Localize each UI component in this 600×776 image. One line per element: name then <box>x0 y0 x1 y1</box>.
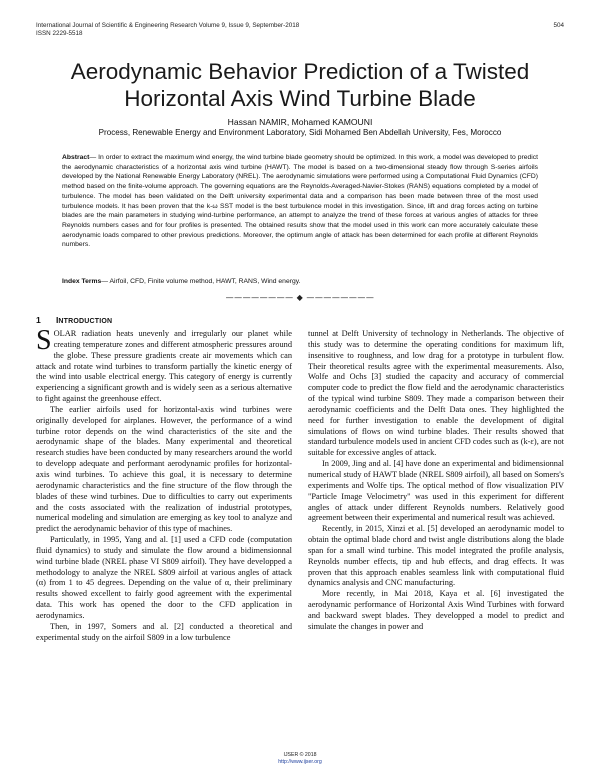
section-separator: ———————— ◆ ———————— <box>225 292 375 302</box>
first-word: OLAR <box>53 329 77 338</box>
page-footer <box>200 752 400 765</box>
index-terms-text: — Airfoil, CFD, Finite volume method, HAWT, RANS, Wind energy. <box>101 278 301 285</box>
drop-cap: S <box>36 325 52 356</box>
paragraph: Then, in 1997, Somers and al. [2] conducted a theoretical and experimental study on the airfoil S809 in a low turbulence <box>36 621 292 642</box>
abstract-label: Abstract <box>62 154 90 161</box>
paragraph-text: radiation heats unevenly and irregularly our planet while creating temperature zones and different atmospheric pressures around the globe. These pressure gradients create air movements which can attack and rotate wind turbines to transform partially the kinetic energy of the wind into usable electrical energy. This category of energy is currently experiencing a significant growth and is widely seen as a serious alternative to fight against the greenhouse effect. <box>36 329 292 404</box>
paragraph: In 2009, Jing and al. [4] have done an experimental and bidimensionnal numerical study of HAWT blade (NREL S809 airfoil), all based on Somers's experiments and Wolfe tips. The optical method of flow visualization PIV "Particle Image Velocimetry" was used in this experiment for different angles of attack under different Reynolds numbers. Relatively good agreement between their experimental and numerical result was achieved. <box>308 459 564 523</box>
paragraph: Recently, in 2015, Xinzi et al. [5] developed an aerodynamic model to obtain the optimal blade chord and twist angle distributions along the blade span for a small wind turbine. This model integrated the profile analysis, Reynolds number effects, tip and hub effects, and drag effects. It was proven that this approach enables seamless link with computational fluid dynamics analysis and CNC manufacturing. <box>308 524 564 588</box>
paper-title: Aerodynamic Behavior Prediction of a Twisted Horizontal Axis Wind Turbine Blade <box>70 59 530 111</box>
journal-line: International Journal of Scientific & Engineering Research Volume 9, Issue 9, September-2018 <box>36 22 300 29</box>
journal-issn: ISSN 2229-5518 <box>36 30 83 37</box>
footer-copyright: IJSER © 2018 <box>283 752 317 758</box>
section-number: 1 <box>36 315 41 325</box>
abstract <box>62 153 538 250</box>
paper-authors: Hassan NAMIR, Mohamed KAMOUNI <box>227 117 373 127</box>
section-title-initial: I <box>56 315 59 325</box>
paragraph <box>36 325 292 405</box>
index-terms-label: Index Terms <box>62 278 102 285</box>
journal-header <box>36 22 456 38</box>
paragraph: The earlier airfoils used for horizontal-axis wind turbines were originally developed for airplanes. However, the performance of a wind turbine rotor depends on the wind characteristics of the site and the aerodynamic shape of the blades. Many experimental and theoretical research studies have been conducted by many researchers around the world to developp adequate and performant aerodynamic profiles for horizontal-axis wind turbines. To achieve this goal, it is necessary to determine aerodynamic characteristics and the fine structure of the flow through the blades of these wind turbines. Due to difficulties to carry out experiments and the costs associated with the realization of industrial prototypes, numerical modeling and simulation are emerging as key tool to analyze and predict the aerodynamic behavior of this type of machines. <box>36 404 292 534</box>
left-column <box>36 325 292 643</box>
index-terms <box>62 277 538 286</box>
section-title-rest: NTRODUCTION <box>58 318 113 325</box>
paragraph: Particulatly, in 1995, Yang and al. [1] used a CFD code (computation fluid dynamics) to study and simulate the flow around a bidimensionnal wind turbine blade (NREL phase VI S809 airfoil). They have developped a methodology to analyze the NREL S809 airfoil at various angles of attack (α) from 1 to 45 degrees. Depending on the value of α, their preliminary results showed excellent to fairly good agreement with the experimental data. This work has opened the door to the CFD application in aerodynamics. <box>36 535 292 620</box>
abstract-text: — In order to extract the maximum wind energy, the wind turbine blade geometry should be optimized. In this work, a model was developed to predict the aerodynamic characteristics of a horizontal axis wind turbine (HAWT). The model is based on a two-dimensional steady flow through S-series airfoils developed by the National Renewable Energy Laboratory (NREL). The aerodynamic simulations were performed using a Computational Fluid Dynamics (CFD) method based on the finite-volume approach. The governing equations are the Reynolds-Averaged-Navier-Stokes (RANS) equations completed by a model of turbulence. The model has been validated on the Delft university experimental data and a comparison has been made between three of the most used turbulence models. It has been proven that the k-ω SST model is the best turbulence model in this investigation. Since, lift and drag forces acting on turbine blades are the main parameters in studying wind-turbine performance, an attempt to analyze the trend of these forces at various angles of attacks for three Reynolds numbers cases and for four profiles is presented. The obtained results show that the model used in this work can more accurately calculate these aerodynamic loads compared to other previous predictions. Moreover, the optimum angle of attack has been determined for each profile at different Reynolds numbers. <box>62 154 538 249</box>
section-heading <box>36 315 112 325</box>
footer-url[interactable]: http://www.ijser.org <box>278 758 322 765</box>
paragraph: tunnel at Delft University of technology in Netherlands. The objective of this study was to determine the operating conditions for maximum lift, insensitive to roughness, and low drag for a prototype in turbulent flow. Their theoretical results agree with the experimental measurements. Also, Wolfe and Ochs [3] studied the capacity and accuracy of commercial computer code to predict the flow field and the aerodynamic characteristics of the typical wind turbine S809. They made a comparison between their aerodynamic coefficients and the Delft Data ones. They highlighted the need for further investigation to enable the development of digital simulations of flows on wind turbine blades. Their results showed that standard turbulence models used in ancient CFD codes such as (k-ε), are not suitable for excessive angles of attack. <box>308 329 564 458</box>
paper-affiliation: Process, Renewable Energy and Environment Laboratory, Sidi Mohamed Ben Abdellah University, Fes, Morocco <box>98 128 502 137</box>
paragraph: More recently, in Mai 2018, Kaya et al. [6] investigated the aerodynamic performance of Horizontal Axis Wind Turbines with forward and backward swept blades. They developped a model to predict and simulate the changes in power and <box>308 589 564 631</box>
right-column <box>308 329 564 633</box>
page-number: 504 <box>553 22 564 29</box>
